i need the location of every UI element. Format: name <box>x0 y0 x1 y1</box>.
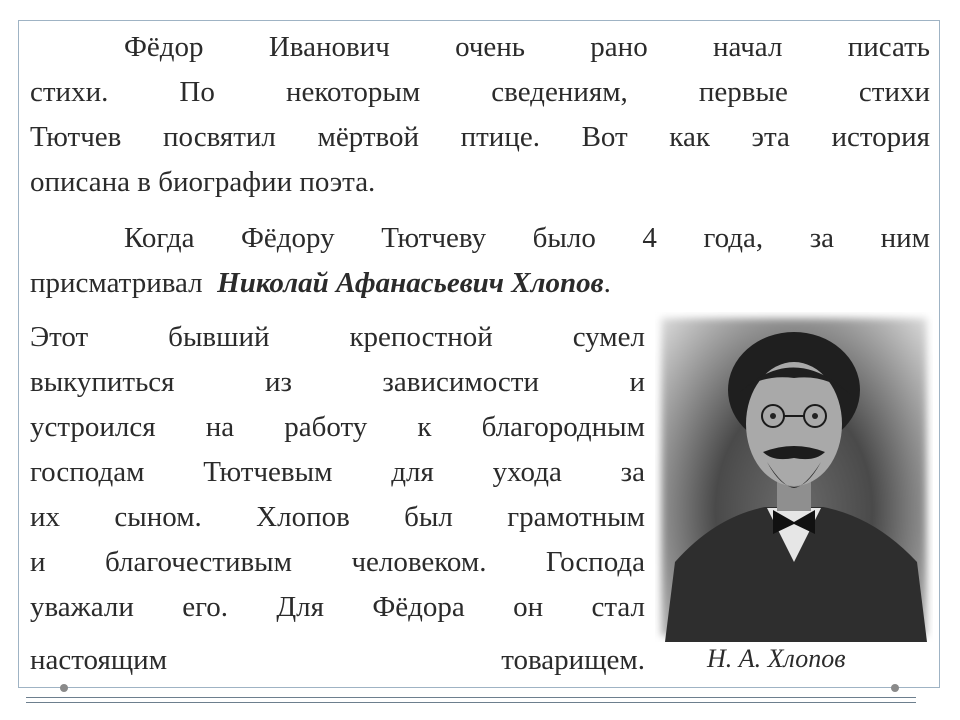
person-name: Николай Афанасьевич Хлопов <box>217 267 604 299</box>
bio-line-3: устроился на работу к благородным <box>30 411 645 443</box>
bio-line-1: Этот бывший крепостной сумел <box>30 321 645 353</box>
photo-caption: Н. А. Хлопов <box>707 644 846 673</box>
bio-line-7: уважали его. Для Фёдора он стал <box>30 591 645 623</box>
intro-line-2: стихи. По некоторым сведениям, первые стихи <box>30 76 930 108</box>
intro-paragraph <box>30 25 930 205</box>
biography-column <box>30 315 645 683</box>
bio-line-6: и благочестивым человеком. Господа <box>30 546 645 578</box>
bio-line-5: их сыном. Хлопов был грамотным <box>30 501 645 533</box>
corner-dot-left <box>60 684 68 692</box>
corner-dot-right <box>891 684 899 692</box>
portrait-photo <box>655 312 933 642</box>
bio-line-4: господам Тютчевым для ухода за <box>30 456 645 488</box>
bottom-rule-2 <box>26 702 916 703</box>
second-line-2-suffix: . <box>603 267 611 299</box>
intro-line-1: Фёдор Иванович очень рано начал писать <box>124 31 930 63</box>
intro-line-3: Тютчев посвятил мёртвой птице. Вот как эта история <box>30 121 930 153</box>
second-line-1: Когда Фёдору Тютчеву было 4 года, за ним <box>124 222 930 254</box>
second-line-2-prefix: присматривал <box>30 267 203 299</box>
bio-line-2: выкупиться из зависимости и <box>30 366 645 398</box>
bio-line-8: настоящим товарищем. <box>30 644 645 676</box>
second-paragraph <box>30 216 930 306</box>
portrait-illustration <box>655 312 933 642</box>
intro-line-4: описана в биографии поэта. <box>30 166 376 198</box>
bottom-rule-1 <box>26 697 916 698</box>
second-line-2 <box>30 261 930 306</box>
